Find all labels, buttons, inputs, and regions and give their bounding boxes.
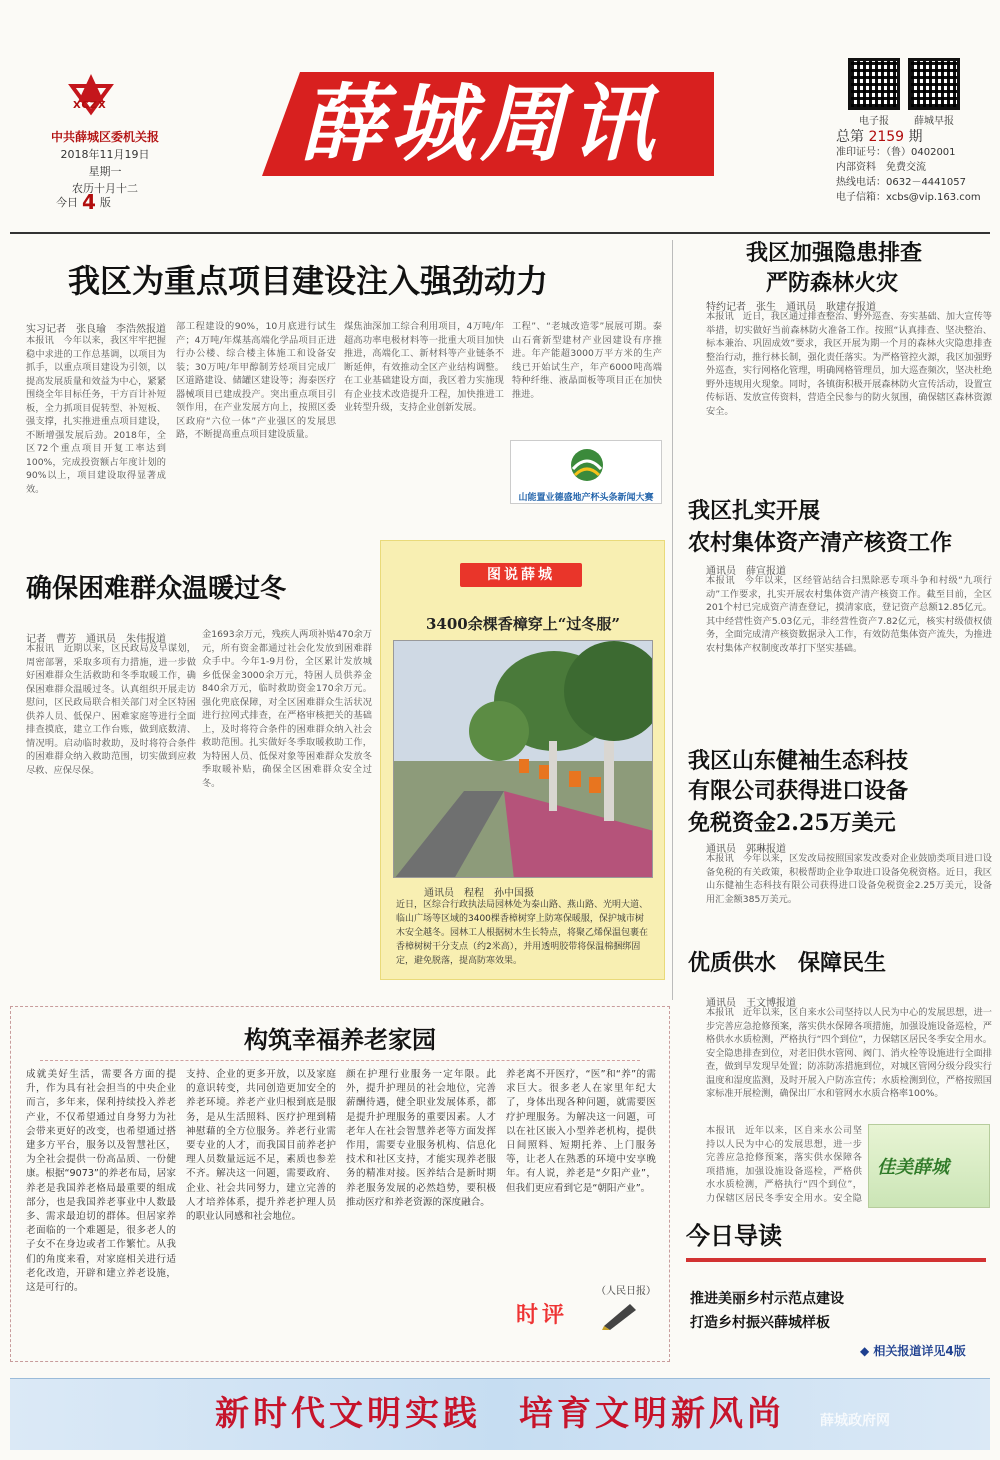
contest-ad-caption: 山能置业德盛地产杯头条新闻大赛: [518, 493, 654, 503]
rural-story-text: 本报讯 今年以来，区经管站结合扫黑除恶专项斗争和村级“九项行动”工作要求，扎实开展农村集体资产清产核资工作。截至目前，全区201个村已完成资产清查登记，摸清家底，登记资产总额12.85亿元。其中经营性资产5.03亿元，非经营性资产7.82亿元，核实村级债权债务，全面完成清产核资数据录入工作，有效防范集体资产流失，为推进农村集体产权制度改革打下坚实基础。: [706, 575, 992, 654]
lead-story-title[interactable]: 我区为重点项目建设注入强劲动力: [68, 262, 549, 300]
lead-story-col4: 工程”、“老城改造零”展展可期。泰山石膏新型建材产业园建设有序推进。年产能超3000万平方米的生产线已开始试生产，年产6000吨高端特种纤维、液晶面板等项目正在加快推进。: [512, 321, 662, 400]
water-story-text-b: 本报讯 近年以来，区自来水公司坚持以人民为中心的发展思想，进一步完善应急抢修预案，落实供水保障各项措施，加强设施设备巡检，严格供水水质检测，严格执行“四个到位”，力保辖区居民冬季安全用水。安全隐: [706, 1125, 862, 1204]
guide-item-1[interactable]: 推进美丽乡村示范点建设: [690, 1291, 844, 1307]
issue-number: 2159: [868, 129, 905, 145]
editorial-col1: 成就美好生活，需要各方面的提升，作为具有社会担当的中央企业而言，多年来，保利持续投入养老产业，不仅希望通过自身努力为社会带来更好的改变，也希望通过搭建多方平台，服务以及智慧社区，为全社会提供一份高品质、一份健康。根据“9073”的养老布局，居家养老是我国养老格局最重要的组成部分，也是我国养老事业中人数最多、需求最迫切的群体。但居家养老面临的一个难题是，很多老人的子女不在身边或者工作繁忙。从我们的角度来看，对家庭相关进行适老化改造，开辟和建立养老设施，这是可行的。: [26, 1069, 176, 1294]
editorial-stamp: 时评: [516, 1303, 569, 1328]
tariff-story-title-2[interactable]: 有限公司获得进口设备: [688, 778, 909, 804]
site-watermark: 薛城政府网: [820, 1413, 890, 1429]
newspaper-title: 薛城周讯: [300, 74, 661, 173]
tariff-story-title-3[interactable]: 免税资金2.25万美元: [688, 810, 896, 836]
tariff-story-title-1[interactable]: 我区山东健袖生态科技: [688, 748, 909, 774]
phone-text: 热线电话：0632－4441057: [836, 177, 966, 188]
lead-story-col3: 煤焦油深加工综合利用项目，4万吨/年超高功率电极材料等一批重大项目加快推进，高端化工、新材料等产业链条不断延伸，有效推动全区产业结构调整。在工业基础建设方面，我区着力实施现有企业技术改造提升工程，加快推进工业转型升级，支持企业创新发展。: [344, 321, 504, 413]
photo-feature-caption: 近日，区综合行政执法局园林处为泰山路、燕山路、光明大道、临山广场等区域的3400棵香樟树穿上防寒保暖服，保护城市树木安全越冬。园林工人根据树木生长特点，将聚乙烯保温包裹在香樟树树干分支点（约2米高），并用透明胶带将保温棉捆绑固定，避免脱落，提高防寒效果。: [396, 900, 649, 966]
lead-story-col2: 部工程建设的90%，10月底进行试生产；4万吨/年煤基高端化学品项目正进行办公楼、综合楼主体施工和设备安装；30万吨/年甲醇制芳烃项目完成厂区道路建设、储罐区建设等；海泰医疗器械项目已建成投产。突出重点项目引领作用，在产业发展方向上，按照区委区政府“六位一体”产业强区的发展思路，不断提高重点项目建设质量。: [176, 321, 336, 440]
tariff-story-byline: 通讯员 郭琳报道: [706, 844, 786, 855]
editorial-col4: 养老离不开医疗，“医”和“养”的需求巨大。很多老人在家里年纪大了，身体出现各种问题，就需要医疗护理服务。为解决这一问题，可以在社区嵌入小型养老机构，提供日间照料、短期托养、上门服务等，让老人在熟悉的环境中安享晚年。有人说，养老是“夕阳产业”，但我们更应看到它是“朝阳产业”。: [506, 1069, 656, 1194]
editorial-source: （人民日报）: [596, 1286, 656, 1297]
qr-left-caption: 电子报: [859, 116, 889, 127]
page-count-number: 4: [82, 190, 96, 214]
poverty-story-col1: 本报讯 近期以来，区民政局及早谋划，周密部署，采取多项有力措施，进一步做好困难群众生活救助和冬季取暖工作，确保困难群众温暖过冬。认真组织开展走访慰问，区民政局联合相关部门对全区特困供养人员、低保户、困难家庭等进行全面排查摸底，建立工作台账，做到底数清、情况明。启动临时救助，及时将符合条件的困难群众纳入救助范围，切实做到应救尽救、应保尽保。: [26, 643, 196, 776]
water-story-title[interactable]: 优质供水 保障民生: [688, 950, 887, 976]
email-text: 电子信箱：xcbs@vip.163.com: [836, 192, 981, 203]
weekday-text: 星期一: [88, 165, 122, 178]
photo-feature-title[interactable]: 3400余棵香樟穿上“过冬服”: [425, 615, 620, 633]
guide-title: 今日导读: [686, 1221, 782, 1250]
qr-code-morning-icon[interactable]: [908, 58, 960, 110]
water-story-text-a: 本报讯 近年以来，区自来水公司坚持以人民为中心的发展思想，进一步完善应急抢修预案，落实供水保障各项措施，加强设施设备巡检，严格供水水质检测，严格执行“四个到位”，力保辖区居民冬季安全用水。安全隐患排查到位，对老旧供水管网、阀门、消火栓等设施进行全面排查，做到早发现早处置；防冻防冻措施到位，对城区管网分级分段实行温度和湿度监测，及时开展入户防冻宣传；水质检测到位，严格按照国家标准开展检测，确保出厂水和管网水水质合格率100%。: [706, 1007, 992, 1099]
fire-story-text: 本报讯 近日，我区通过排查整治、野外巡查、夯实基础、加大宣传等举措，切实做好当前森林防火准备工作。按照“认真排查、坚决整治、标本兼治、巩固成效”要求，我区开展为期一个月的森林火灾隐患排查整治行动，推行林长制，强化责任落实。为严格管控火源，我区加强野外巡查，实行网格化管理，明确网格管理员，加大巡查频次，坚决杜绝野外违规用火现象。同时，各镇街积极开展森林防火宣传活动，设置宣传标语、发放宣传资料，营造全民参与的防火氛围，确保辖区森林资源安全。: [706, 311, 992, 417]
poverty-story-col2: 金1693余万元，残疾人两项补贴470余万元，所有资金都通过社会化发放到困难群众手中。今年1-9月份，全区累计发放城乡低保金3000余万元，特困人员供养金840余万元，临时救助资金170余万元。强化兜底保障，对全区困难群众生活状况进行拉网式排查，在严格审核把关的基础上，及时将符合条件的困难群众纳入社会救助范围。扎实做好冬季取暖救助工作，为特困人员、低保对象等困难群众发放冬季取暖补贴，确保全区困难群众安全过冬。: [202, 629, 372, 789]
lead-story-col1: 本报讯 今年以来，我区牢牢把握稳中求进的工作总基调，以项目为抓手，以重点项目建设为引领，以提高发展质量和效益为中心，紧紧围绕全年目标任务，干方百计补短板，全力抓项目促转型、补短板、强支撑，扎实推进重点项目建设，不断增强发展后劲。2018年，全区72个重点项目开复工率达到100%，完成投资额占年度计划的90%以上，项目建设取得显著成效。: [26, 335, 166, 495]
water-story-byline: 通讯员 王文博报道: [706, 998, 796, 1009]
rural-story-title-1[interactable]: 我区扎实开展: [688, 498, 821, 524]
editorial-title[interactable]: 构筑幸福养老家园: [244, 1025, 436, 1054]
guide-bar: [686, 1258, 986, 1262]
column-divider: [672, 240, 673, 1000]
guide-more-link[interactable]: ◆ 相关报道详见4版: [860, 1344, 966, 1358]
editorial-divider: [40, 1060, 640, 1061]
qr-right-caption: 薛城早报: [914, 116, 954, 127]
rural-story-title-2[interactable]: 农村集体资产清产核资工作: [688, 530, 953, 556]
lunar-date-text: 农历十月十二: [72, 182, 138, 195]
free-text: 内部资料 免费交流: [836, 162, 926, 173]
fire-story-byline: 特约记者 张生 通讯员 耿建存报道: [706, 302, 876, 313]
page-count-suffix: 版: [99, 196, 111, 209]
rural-story-byline: 通讯员 薛宣报道: [706, 566, 786, 577]
street-trees-photo[interactable]: [393, 640, 653, 878]
photo-feature-tag: 图说薛城: [460, 563, 582, 587]
slogan-text: 新时代文明实践 培育文明新风尚: [215, 1394, 785, 1434]
fire-story-title-2[interactable]: 严防森林火灾: [766, 270, 899, 296]
pen-icon: [600, 1300, 640, 1334]
masthead-rule: [10, 232, 990, 234]
guide-item-2[interactable]: 打造乡村振兴薛城样板: [690, 1315, 830, 1331]
issue-info: [836, 130, 986, 205]
editorial-col3: 颜在护理行业服务一定年限。此外，提升护理员的社会地位，完善薪酬待遇，健全职业发展体系，都是提升护理服务的重要因素。人才老年人在社会智慧养老等方面发挥作用，需要专业服务机构、信息化技术和社区支持，才能实现养老服务的精准对接。医养结合是新时期养老服务发展的必然趋势，要积极推动医疗和养老资源的深度融合。: [346, 1069, 496, 1208]
page-count: [56, 190, 111, 214]
sponsor-label: 中共薛城区委机关报: [50, 130, 159, 144]
page-count-prefix: 今日: [56, 196, 78, 209]
poverty-story-title[interactable]: 确保困难群众温暖过冬: [26, 574, 287, 604]
lead-story-byline: 实习记者 张良瑜 李浩然报道: [26, 324, 166, 335]
tariff-story-text: 本报讯 今年以来，区发改局按照国家发改委对企业鼓励类项目进口设备免税的有关政策，积极帮助企业争取进口设备免税资格。近日，我区山东健袖生态科技有限公司获得进口设备免税资金2.25万美元，设备用汇金额385万美元。: [706, 853, 992, 905]
photo-feature-byline: 通讯员 程程 孙中国摄: [424, 888, 534, 899]
guide-banner[interactable]: [868, 1124, 990, 1208]
qr-code-epaper-icon[interactable]: [848, 58, 900, 110]
date-text: 2018年11月19日: [60, 148, 150, 161]
license-text: 准印证号：（鲁）0402001: [836, 147, 956, 158]
fire-story-title-1[interactable]: 我区加强隐患排查: [746, 240, 923, 266]
logo-text: XCZX: [73, 100, 107, 111]
editorial-col2: 支持、企业的更多开放，以及家庭的意识转变，共同创造更加安全的养老环境。养老产业归根到底是服务，是从生活照料、医疗护理到精神慰藉的全方位服务。养老行业需要专业的人才，而我国目前养老护理人员数量远远不足，素质也参差不齐。解决这一问题，需要政府、企业、社会共同努力，建立完善的人才培养体系，提升养老护理人员的职业认同感和社会地位。: [186, 1069, 336, 1223]
poverty-story-byline: 记者 曹芳 通讯员 朱伟报道: [26, 634, 166, 645]
issue-number-line: 总第 2159 期: [836, 129, 923, 145]
guide-banner-text: 佳美薛城: [877, 1157, 949, 1178]
